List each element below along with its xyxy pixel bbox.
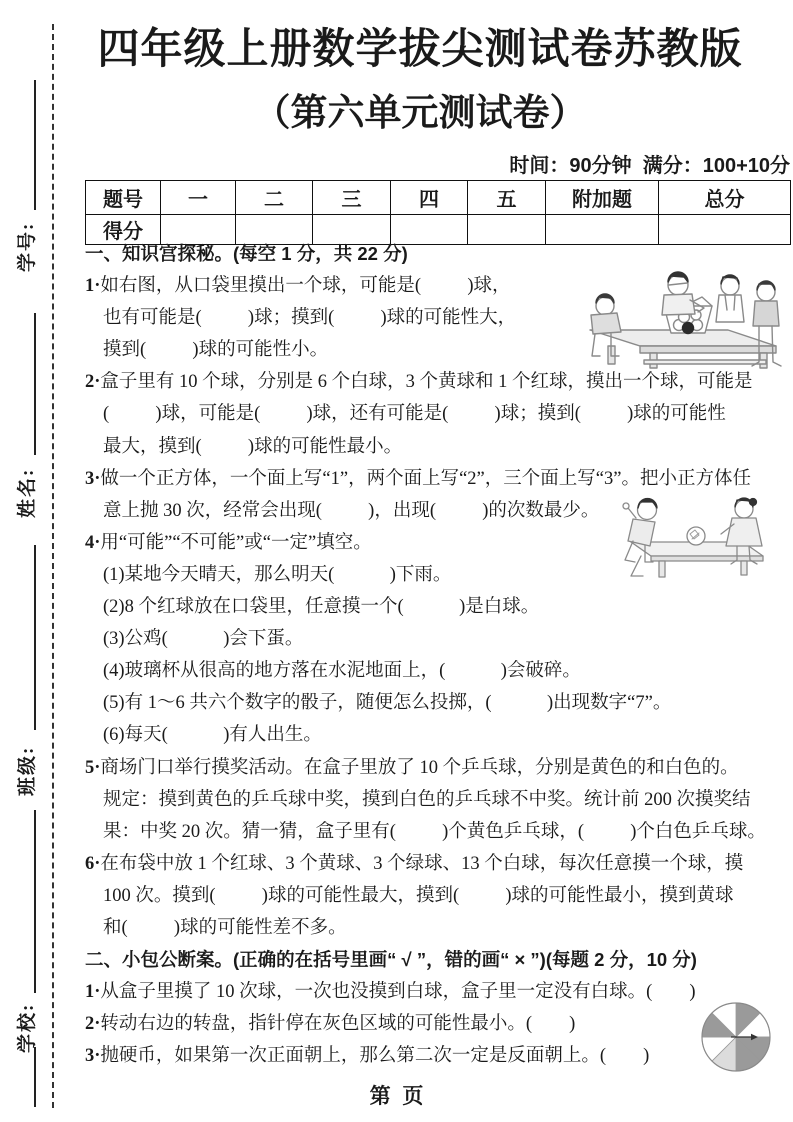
question-line: [85, 719, 793, 751]
question-line: [85, 687, 793, 719]
question-text: 商场门口举行摸奖活动。在盒子里放了 10 个乒乓球，分别是黄色的和白色的。: [100, 757, 739, 778]
question-number: 6·: [85, 853, 101, 874]
question-text: (2)8 个红球放在口袋里，任意摸一个( )是白球。: [103, 597, 540, 618]
illustration-kids-dice-table: [603, 496, 789, 597]
score-header-cell: 附加题: [546, 181, 659, 215]
score-header-cell: 一: [161, 181, 236, 215]
writein-line: [34, 810, 36, 993]
question-number: 3·: [85, 1046, 101, 1067]
question-number: 4·: [85, 532, 101, 553]
question-number: 3·: [85, 468, 101, 489]
illustration-kids-ball-bag: [578, 270, 790, 377]
question-line: [85, 463, 793, 495]
question-text: 盒子里有 10 个球，分别是 6 个白球，3 个黄球和 1 个红球，摸出一个球，可能是: [100, 372, 753, 393]
score-table: [85, 180, 791, 245]
question-line: [85, 848, 793, 880]
section-1-heading: 一、知识宫探秘。(每空 1 分，共 22 分): [85, 243, 408, 264]
question-line: [85, 655, 793, 687]
question-text: 意上抛 30 次，经常会出现( )，出现( )的次数最少。: [103, 500, 600, 521]
spinner-wheel: [697, 1000, 775, 1079]
question-text: (4)玻璃杯从很高的地方落在水泥地面上，( )会破碎。: [103, 661, 581, 682]
question-text: 果：中奖 20 次。猜一猜，盒子里有( )个黄色乒乓球，( )个白色乒乓球。: [103, 821, 766, 842]
writein-line: [34, 313, 36, 455]
question-text: (6)每天( )有人出生。: [103, 725, 322, 746]
question-text: 从盒子里摸了 10 次球，一次也没摸到白球，盒子里一定没有白球。( ): [100, 982, 696, 1003]
question-text: 也有可能是( )球；摸到( )球的可能性大，: [103, 308, 517, 329]
question-text: 做一个正方体，一个面上写“1”，两个面上写“2”，三个面上写“3”。把小正方体任: [100, 468, 751, 489]
question-text: 摸到( )球的可能性小。: [103, 340, 329, 361]
margin-label-class: 班级:: [17, 745, 38, 796]
question-number: 1·: [85, 276, 101, 297]
question-text: 和( )球的可能性差不多。: [103, 917, 347, 938]
question-line: [85, 752, 793, 784]
question-number: 1·: [85, 982, 101, 1003]
score-header-cell: 四: [391, 181, 468, 215]
question-line: [85, 1008, 793, 1040]
score-row-label: 得分: [86, 215, 161, 245]
binding-dashed-line: [52, 24, 54, 1108]
question-line: [85, 912, 793, 944]
exam-meta: 时间：90分钟 满分：100+10分: [509, 155, 790, 177]
question-text: 抛硬币，如果第一次正面朝上，那么第二次一定是反面朝上。( ): [100, 1046, 650, 1067]
page-subtitle: （第六单元测试卷）: [253, 92, 587, 133]
question-text: 如右图，从口袋里摸出一个球，可能是( )球，: [100, 276, 511, 297]
score-header-cell: 二: [236, 181, 313, 215]
writein-line: [34, 80, 36, 210]
question-text: (3)公鸡( )会下蛋。: [103, 629, 304, 650]
margin-label-student-number: 学号:: [17, 221, 38, 272]
margin-label-name: 姓名:: [17, 467, 38, 518]
question-line: [85, 623, 793, 655]
question-text: 转动右边的转盘，指针停在灰色区域的可能性最小。( ): [100, 1014, 576, 1035]
question-text: 在布袋中放 1 个红球、3 个黄球、3 个绿球、13 个白球，每次任意摸一个球，摸: [100, 853, 744, 874]
question-text: 最大，摸到( )球的可能性最小。: [103, 436, 403, 457]
question-line: [85, 784, 793, 816]
question-line: [85, 1040, 793, 1072]
score-header-cell: 总分: [659, 181, 791, 215]
question-line: [85, 816, 793, 848]
question-number: 5·: [85, 757, 101, 778]
question-line: [85, 398, 793, 430]
question-line: [85, 431, 793, 463]
question-text: (5)有 1～6 共六个数字的骰子，随便怎么投掷，( )出现数字“7”。: [103, 693, 672, 714]
score-header-cell: 五: [468, 181, 546, 215]
section-2-heading: 二、小包公断案。(正确的在括号里画“ √ ”，错的画“ × ”)(每题 2 分，10 分): [85, 949, 697, 971]
question-number: 2·: [85, 1014, 101, 1035]
question-line: [85, 976, 793, 1008]
margin-label-school: 学校:: [17, 1002, 38, 1053]
question-text: 用“可能”“不可能”或“一定”填空。: [100, 532, 372, 553]
question-text: 100 次。摸到( )球的可能性最大，摸到( )球的可能性最小，摸到黄球: [103, 885, 734, 906]
page-title: 四年级上册数学拔尖测试卷苏教版: [97, 25, 743, 72]
question-text: (1)某地今天晴天，那么明天( )下雨。: [103, 564, 452, 585]
score-header-cell: 题号: [86, 181, 161, 215]
page-footer: 第 页: [369, 1085, 424, 1108]
writein-line: [34, 545, 36, 730]
score-header-cell: 三: [313, 181, 391, 215]
question-number: 2·: [85, 372, 101, 393]
question-text: 规定：摸到黄色的乒乓球中奖，摸到白色的乒乓球不中奖。统计前 200 次摸奖结: [103, 789, 751, 810]
question-line: [85, 880, 793, 912]
question-text: ( )球，可能是( )球，还有可能是( )球；摸到( )球的可能性: [103, 404, 726, 425]
